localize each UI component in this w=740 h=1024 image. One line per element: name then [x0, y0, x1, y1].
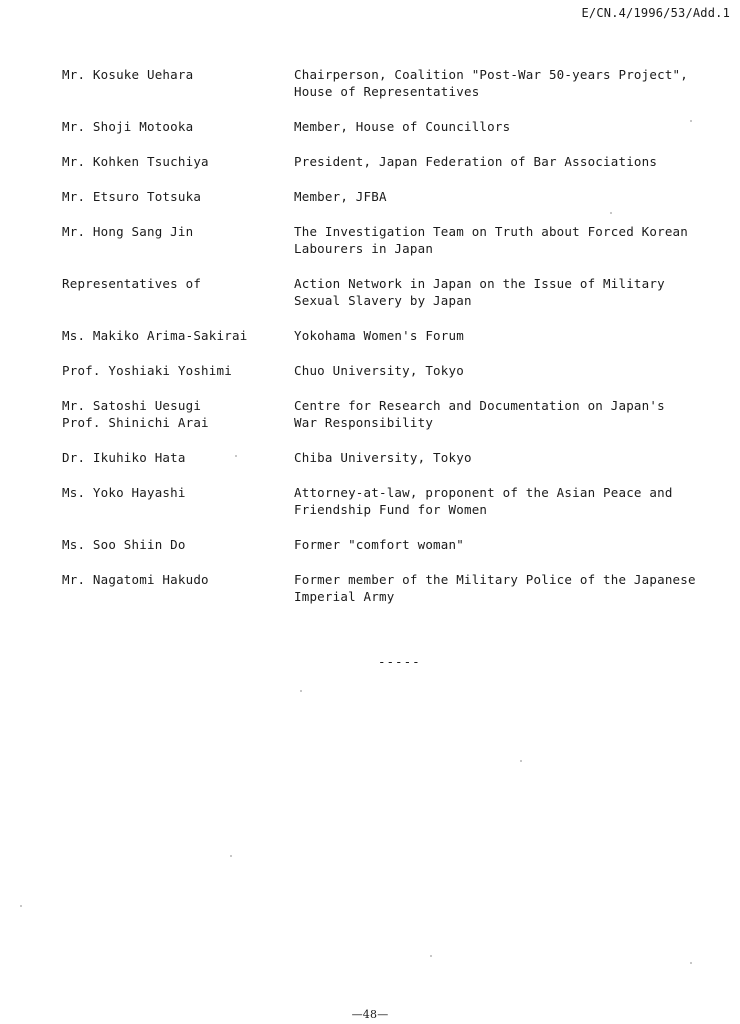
- participant-name: Mr. Nagatomi Hakudo: [62, 572, 209, 587]
- participant-name: Mr. Etsuro Totsuka: [62, 189, 202, 204]
- participant-affiliation: Member, House of Councillors: [294, 119, 511, 134]
- participant-affiliation: Yokohama Women's Forum: [294, 328, 464, 343]
- scan-speck: [20, 905, 22, 907]
- participant-name: Mr. Satoshi Uesugi Prof. Shinichi Arai: [62, 398, 209, 430]
- list-item: [62, 118, 738, 135]
- participant-affiliation: Former "comfort woman": [294, 537, 464, 552]
- participant-affiliation: Chiba University, Tokyo: [294, 450, 472, 465]
- participant-affiliation: Former member of the Military Police of the Japanese Imperial Army: [294, 572, 696, 604]
- participant-name: Dr. Ikuhiko Hata: [62, 450, 186, 465]
- participant-affiliation: Centre for Research and Documentation on Japan's War Responsibility: [294, 398, 665, 430]
- list-item: [62, 275, 738, 309]
- list-item: [62, 66, 738, 100]
- participant-name: Mr. Kohken Tsuchiya: [62, 154, 209, 169]
- scan-speck: [690, 962, 692, 964]
- list-item: [62, 362, 738, 379]
- participant-name: Prof. Yoshiaki Yoshimi: [62, 363, 232, 378]
- participant-affiliation: Member, JFBA: [294, 189, 387, 204]
- scan-speck: [230, 855, 232, 857]
- participant-list: [62, 66, 738, 623]
- list-item: [62, 327, 738, 344]
- participant-name: Ms. Soo Shiin Do: [62, 537, 186, 552]
- end-separator: -----: [378, 654, 421, 669]
- participant-affiliation: Action Network in Japan on the Issue of Military Sexual Slavery by Japan: [294, 276, 665, 308]
- scan-speck: [235, 455, 237, 457]
- scan-speck: [610, 212, 612, 214]
- list-item: [62, 484, 738, 518]
- list-item: [62, 397, 738, 431]
- list-item: [62, 153, 738, 170]
- participant-name: Mr. Kosuke Uehara: [62, 67, 194, 82]
- participant-affiliation: The Investigation Team on Truth about Forced Korean Labourers in Japan: [294, 224, 689, 256]
- participant-name: Mr. Shoji Motooka: [62, 119, 194, 134]
- list-item: [62, 571, 738, 605]
- participant-affiliation: Chairperson, Coalition "Post-War 50-years Project", House of Representatives: [294, 67, 689, 99]
- scan-speck: [300, 690, 302, 692]
- participant-affiliation: Attorney-at-law, proponent of the Asian Peace and Friendship Fund for Women: [294, 485, 673, 517]
- participant-name: Ms. Makiko Arima-Sakirai: [62, 328, 248, 343]
- list-item: [62, 449, 738, 466]
- scan-speck: [520, 760, 522, 762]
- scan-speck: [690, 120, 692, 122]
- list-item: [62, 536, 738, 553]
- participant-name: Mr. Hong Sang Jin: [62, 224, 194, 239]
- list-item: [62, 223, 738, 257]
- page-number: —48—: [351, 1008, 389, 1021]
- scan-speck: [430, 955, 432, 957]
- document-symbol: E/CN.4/1996/53/Add.1: [581, 6, 730, 20]
- list-item: [62, 188, 738, 205]
- participant-affiliation: President, Japan Federation of Bar Associations: [294, 154, 658, 169]
- participant-affiliation: Chuo University, Tokyo: [294, 363, 464, 378]
- participant-name: Ms. Yoko Hayashi: [62, 485, 186, 500]
- participant-name: Representatives of: [62, 276, 202, 291]
